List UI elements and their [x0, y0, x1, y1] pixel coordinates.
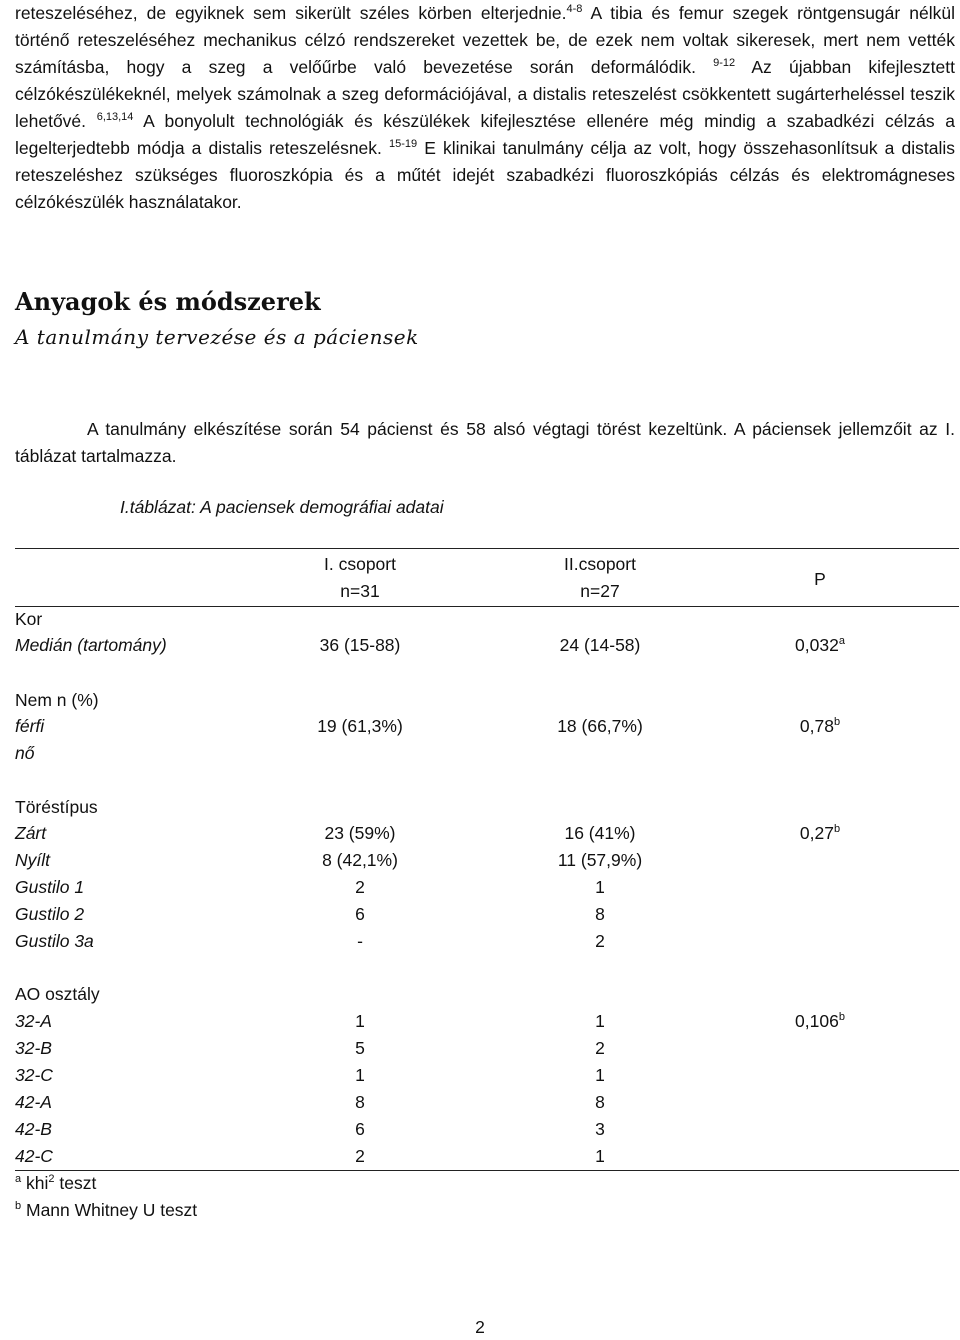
tores-row-group-1: 6: [355, 904, 365, 924]
ao-row-group-2: 1: [595, 1065, 605, 1085]
nem-female: nő: [15, 743, 35, 763]
tores-row-label: Gustilo 3a: [15, 931, 94, 951]
ao-row-group-1: 1: [355, 1011, 365, 1031]
table-caption: I.táblázat: A paciensek demográfiai adatai: [120, 497, 444, 517]
nem-title: Nem n (%): [15, 690, 99, 710]
ao-row-group-1: 2: [355, 1146, 365, 1166]
tores-row-group-1: 2: [355, 877, 365, 897]
header-group-1-n: n=31: [340, 581, 380, 601]
tores-p: 0,27$^b$: [799, 823, 841, 843]
ao-row-group-1: 6: [355, 1119, 365, 1139]
table-top-rule: [15, 548, 959, 549]
kor-title: Kor: [15, 609, 43, 629]
tores-row-label: Gustilo 2: [15, 904, 85, 924]
citation: 6,13,14: [96, 111, 134, 123]
nem-p: 0,78$^b$: [799, 716, 841, 736]
tores-row-group-2: 1: [595, 877, 605, 897]
tores-row-group-2: 16 (41%): [564, 823, 636, 843]
kor-group-2: 24 (14-58): [559, 635, 641, 655]
page-number: 2: [475, 1317, 485, 1337]
tores-title: Töréstípus: [15, 797, 98, 817]
header-group-2: II.csoport: [564, 554, 636, 574]
nem-group-2: 18 (66,7%): [557, 716, 643, 736]
ao-row-label: 32-A: [15, 1011, 52, 1031]
kor-label: Medián (tartomány): [15, 635, 167, 655]
ao-row-label: 42-A: [15, 1092, 52, 1112]
intro-text: A bonyolult technológiák és készülékek kifejlesztése ellenére még mindig a szabadkézi célzás a legelterjedtebb módja a distalis reteszelésnek.: [15, 111, 955, 158]
tores-row-label: Zárt: [15, 823, 47, 843]
ao-p: 0,106$^b$: [795, 1011, 845, 1031]
subsection-heading: A tanulmány tervezése és a páciensek: [15, 325, 419, 349]
header-group-2-n: n=27: [580, 581, 620, 601]
nem-group-1: 19 (61,3%): [317, 716, 403, 736]
ao-row-group-2: 1: [595, 1011, 605, 1031]
footnote-a: $^a$ khi$^2$ teszt: [15, 1173, 97, 1193]
kor-group-1: 36 (15-88): [319, 635, 401, 655]
intro-text: E klinikai tanulmány célja az volt, hogy összehasonlítsuk a distalis reteszeléshez szükséges fluoroszkópia és a műtét idejét szabadkézi fluoroszkópiás célzás és elektromágneses célzókészülék használatakor.: [15, 138, 955, 212]
ao-row-label: 42-C: [15, 1146, 53, 1166]
ao-row-group-1: 1: [355, 1065, 365, 1085]
tores-row-group-1: 23 (59%): [324, 823, 396, 843]
methods-paragraph: A tanulmány elkészítése során 54 pácienst és 58 alsó végtagi törést kezeltünk. A páciensek jellemzőit az I. táblázat tartalmazza.: [15, 419, 955, 466]
section-heading: Anyagok és módszerek: [15, 287, 321, 316]
ao-row-group-1: 8: [355, 1092, 365, 1112]
tores-row-group-1: -: [357, 931, 363, 951]
table-bottom-rule: [15, 1170, 959, 1171]
ao-row-label: 32-C: [15, 1065, 53, 1085]
ao-row-group-2: 8: [595, 1092, 605, 1112]
ao-row-group-2: 1: [595, 1146, 605, 1166]
intro-text: reteszeléséhez, de egyiknek sem sikerült széles körben elterjednie.: [15, 3, 567, 23]
ao-row-group-2: 2: [595, 1038, 605, 1058]
header-rule: [15, 606, 959, 607]
ao-row-label: 42-B: [15, 1119, 52, 1139]
kor-p: 0,032$^a$: [795, 635, 845, 655]
header-p: P: [814, 569, 826, 589]
tores-row-group-1: 8 (42,1%): [322, 850, 398, 870]
citation: 4-8: [566, 3, 583, 15]
tores-row-label: Gustilo 1: [15, 877, 85, 897]
nem-male: férfi: [15, 716, 45, 736]
tores-row-group-2: 11 (57,9%): [557, 850, 643, 870]
header-group-1: I. csoport: [324, 554, 396, 574]
tores-row-group-2: 8: [595, 904, 605, 924]
citation: 9-12: [713, 57, 736, 69]
intro-paragraph: [15, 0, 955, 216]
footnote-b: $^b$ Mann Whitney U teszt: [15, 1200, 198, 1220]
ao-row-label: 32-B: [15, 1038, 52, 1058]
ao-row-group-1: 5: [355, 1038, 365, 1058]
tores-row-label: Nyílt: [15, 850, 50, 870]
intro-text: Az újabban kifejlesztett célzókészülékeknél, melyek számolnak a szeg deformációjával, a distalis reteszelést csökkentett sugárterheléssel teszik lehetővé.: [15, 57, 955, 131]
intro-text: A tibia és femur szegek röntgensugár nélkül történő reteszeléséhez mechanikus célzó rendszereket vezettek be, de ezek nem voltak sikeresek, mert nem vették számításba, hogy a szeg a velőűrbe való bevezetése során deformálódik.: [15, 3, 955, 77]
ao-title: AO osztály: [15, 984, 100, 1004]
ao-row-group-2: 3: [595, 1119, 605, 1139]
tores-row-group-2: 2: [595, 931, 605, 951]
citation: 15-19: [389, 138, 418, 150]
